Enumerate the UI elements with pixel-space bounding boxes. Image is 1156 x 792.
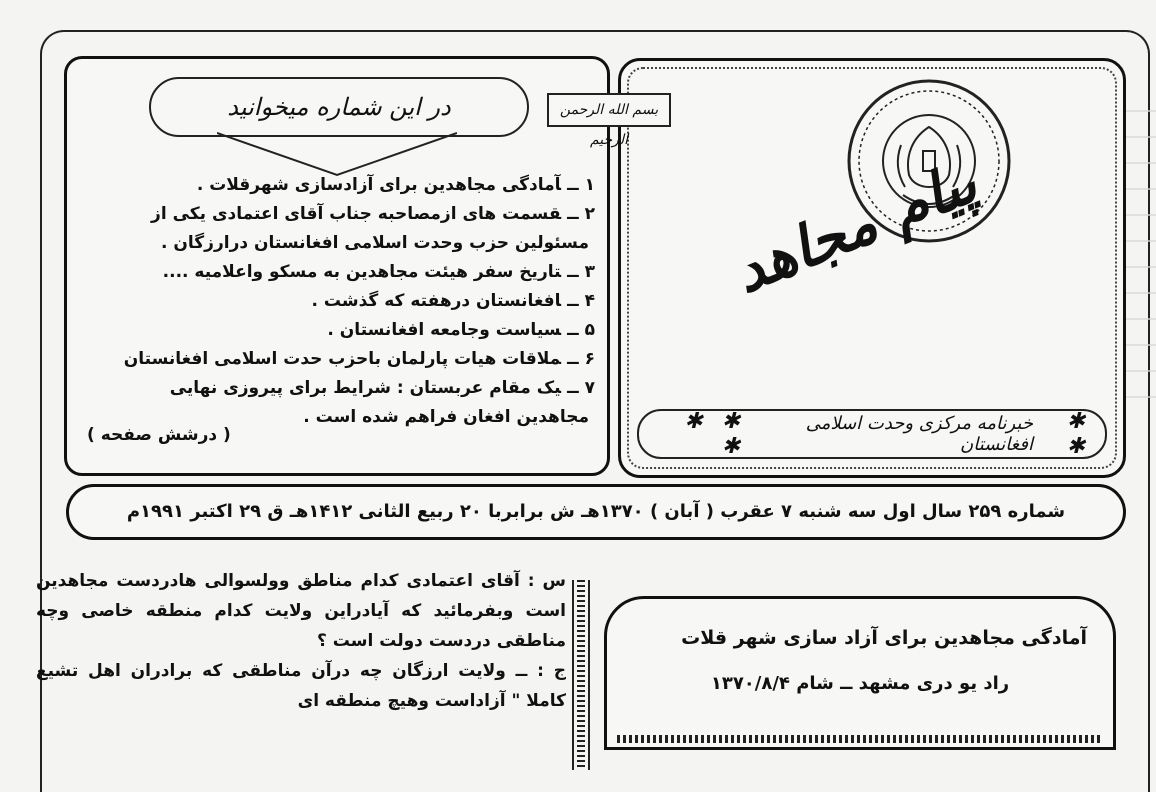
headline-box bbox=[604, 596, 1116, 750]
interview-question: س : آقای اعتمادی کدام مناطق وولسوالی هادردست مجاهدین است وبفرمائید که آیادراین ولایت کدام منطقه خاصی وچه مناطقی دردست دولت است ؟ bbox=[36, 571, 566, 651]
issue-info-line: شماره ۲۵۹ سال اول سه شنبه ۷ عقرب ( آبان ) ۱۳۷۰هـ ش برابربا ۲۰ ربیع الثانی ۱۴۱۲هـ ق ۲۹ اکتبر ۱۹۹۱م bbox=[66, 484, 1126, 540]
column-divider bbox=[572, 580, 590, 770]
masthead bbox=[618, 58, 1126, 478]
contents-item: ۳ ــتاریخ سفر هیئت مجاهدین به مسکو واعلامیه .... bbox=[162, 262, 595, 282]
headline-dateline: راد یو دری مشهد ــ شام ۱۳۷۰/۸/۴ bbox=[710, 673, 1010, 694]
dotted-rule bbox=[617, 735, 1103, 743]
contents-item: ۱ ــآمادگی مجاهدین برای آزادسازی شهرقلات . bbox=[196, 175, 595, 195]
contents-item: ۷ ــیک مقام عربستان : شرایط برای پیروزی نهایی bbox=[169, 378, 595, 398]
interview-answer: ج : ــ ولایت ارزگان چه درآن مناطقی که برادران اهل تشیع کاملا " آزاداست وهیچ منطقه ای bbox=[36, 661, 566, 711]
contents-item: ۴ ــافغانستان درهفته که گذشت . bbox=[311, 291, 595, 311]
masthead-subtitle: خبرنامه مرکزی وحدت اسلامی افغانستان bbox=[805, 413, 1033, 455]
contents-item: ۶ ــملاقات هیات پارلمان باحزب حدت اسلامی افغانستان bbox=[123, 349, 595, 369]
contents-item: مجاهدین افغان فراهم شده است . bbox=[303, 407, 589, 427]
contents-box bbox=[64, 56, 659, 476]
masthead-subtitle-band bbox=[637, 409, 1107, 459]
star-ornaments-right: ✱ ✱ bbox=[1066, 409, 1091, 459]
page-reference: ( درشش صفحه ) bbox=[87, 425, 231, 445]
star-ornaments-left: ✱ ✱ ✱ bbox=[684, 409, 747, 459]
interview-column bbox=[36, 566, 566, 716]
bismillah-label: بسم الله الرحمن الرحیم bbox=[547, 93, 671, 127]
bleed-through-text bbox=[1126, 110, 1156, 410]
contents-banner: در این شماره میخوانید bbox=[149, 77, 529, 137]
contents-item: ۲ ــقسمت های ازمصاحبه جناب آقای اعتمادی یکی از bbox=[151, 204, 595, 224]
contents-item: ۵ ــسیاست وجامعه افغانستان . bbox=[327, 320, 595, 340]
contents-list bbox=[77, 171, 595, 432]
headline-title: آمادگی مجاهدین برای آزاد سازی شهر قلات bbox=[681, 627, 1087, 649]
contents-item: مسئولین حزب وحدت اسلامی افغانستان درارزگان . bbox=[161, 233, 589, 253]
newspaper-title: پیام مجاهد bbox=[724, 147, 986, 307]
